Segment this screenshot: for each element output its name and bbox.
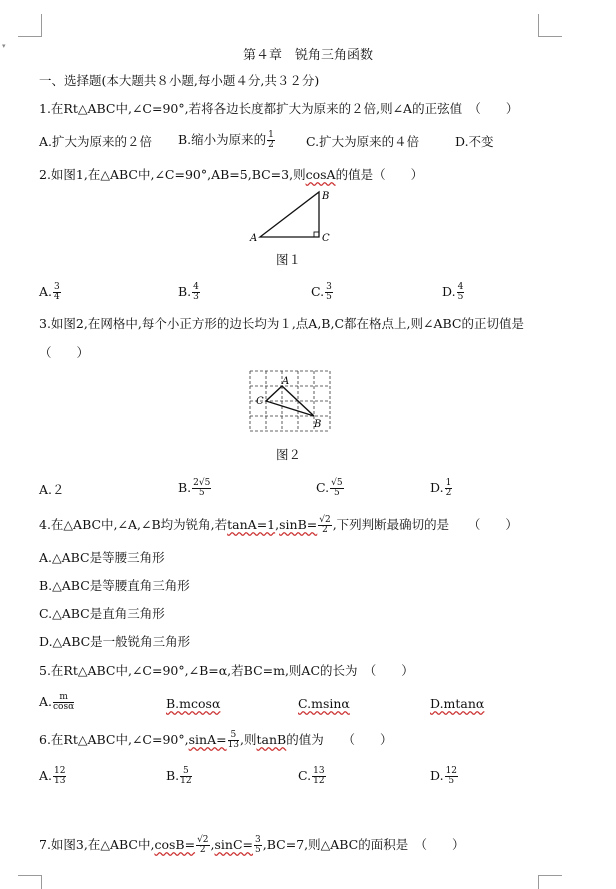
q3-stem-line1: 3.如图2,在网格中,每个小正方形的边长均为１,点A,B,C都在格点上,则∠ABC的正切值是	[39, 316, 524, 331]
q3-option-a: A.２	[39, 482, 65, 497]
q6-sin-term: sinA=	[188, 732, 227, 747]
q6-option-c: C. $\frac{13}{12}$	[298, 766, 325, 786]
crop-mark-br-h	[538, 875, 562, 876]
fig2-label-c: C	[256, 396, 264, 407]
q1-option-b	[178, 131, 276, 150]
q2-option-d: D. $\frac{4}{5}$	[442, 282, 464, 302]
figure-1-triangle	[248, 188, 333, 244]
q3-stem-line2: （ ）	[39, 345, 90, 360]
triangle-abc-shape	[260, 192, 319, 237]
q7-stem: 7.如图3,在△ABC中,cosB= $\frac{√2}{2}$ ,sinC= $\frac{3}{5}$ ,BC=7,则△ABC的面积是 （ ）	[39, 835, 465, 855]
q6-tan-term: tanB	[256, 732, 287, 747]
q2-cos-term: cosA	[305, 167, 336, 182]
crop-mark-tl-v	[41, 14, 42, 37]
q4-option-c: C.△ABC是直角三角形	[39, 606, 165, 621]
q6-stem: 6.在Rt△ABC中,∠C=90°,sinA= $\frac{5}{13}$ ,则tanB的值为 （ ）	[39, 730, 393, 750]
figure-2-grid	[248, 369, 334, 436]
q3-option-b: B. $\frac{2√5}{5}$	[178, 478, 211, 498]
q3-option-d: D. $\frac{1}{2}$	[430, 478, 452, 498]
margin-arrow-icon: ▾	[2, 42, 6, 50]
q4-stem: 4.在△ABC中,∠A,∠B均为锐角,若tanA=1,sinB= $\frac{√2}{2}$ ,下列判断最确切的是 （ ）	[39, 515, 518, 535]
q2-stem: 2.如图1,在△ABC中,∠C=90°,AB=5,BC=3,则cosA的值是（ ）	[39, 167, 424, 182]
fig2-label-b: B	[314, 419, 322, 430]
crop-mark-bl-v	[41, 875, 42, 889]
crop-mark-tl-h	[18, 36, 42, 37]
q5-option-d: D.mtanα	[430, 696, 485, 711]
fig1-label-b: B	[322, 191, 330, 202]
crop-mark-tr-h	[538, 36, 562, 37]
section-heading: 一、选择题(本大题共８小题,每小题４分,共３２分)	[39, 73, 320, 88]
q1-option-b-text: B.缩小为原来的	[178, 132, 267, 147]
q5-option-a: A. $\frac{m}{\cos\alpha}$	[39, 692, 75, 712]
q5-option-c: C.msinα	[298, 696, 350, 711]
fig1-label-a: A	[250, 233, 258, 244]
q1-option-b-fraction: $\frac{1}{2}$	[268, 130, 274, 150]
q5-stem: 5.在Rt△ABC中,∠C=90°,∠B=α,若BC=m,则AC的长为 （ ）	[39, 663, 414, 678]
q4-option-d: D.△ABC是一般锐角三角形	[39, 634, 191, 649]
figure-1-caption: 图１	[276, 252, 302, 267]
page-title: 第４章 锐角三角函数	[242, 48, 373, 63]
fig1-label-c: C	[322, 233, 330, 244]
q5-option-b: B.mcosα	[166, 696, 221, 711]
q1-option-d: D.不变	[455, 134, 494, 149]
q2-option-b: B. $\frac{4}{3}$	[178, 282, 199, 302]
right-angle-marker	[314, 232, 319, 237]
figure-2-caption: 图２	[276, 447, 302, 462]
q2-option-c: C. $\frac{3}{5}$	[311, 282, 332, 302]
crop-mark-br-v	[538, 875, 539, 889]
q6-option-d: D. $\frac{12}{5}$	[430, 766, 458, 786]
q1-option-a: A.扩大为原来的２倍	[39, 134, 153, 149]
q7-cos-term: cosB=	[154, 837, 196, 852]
q1-option-c: C.扩大为原来的４倍	[306, 134, 420, 149]
q2-option-a: A. $\frac{3}{4}$	[39, 282, 60, 302]
q4-sin-term: sinB=	[279, 517, 318, 532]
q3-option-c: C. $\frac{√5}{5}$	[316, 478, 343, 498]
q4-tan-term: tanA=1	[227, 517, 276, 532]
crop-mark-bl-h	[18, 875, 42, 876]
crop-mark-tr-v	[538, 14, 539, 37]
q4-option-a: A.△ABC是等腰三角形	[39, 550, 165, 565]
q6-option-b: B. $\frac{5}{12}$	[166, 766, 192, 786]
q1-stem: 1.在Rt△ABC中,∠C=90°,若将各边长度都扩大为原来的２倍,则∠A的正弦值 （ ）	[39, 101, 519, 116]
fig2-label-a: A	[282, 376, 290, 387]
q7-sin-term: sinC=	[214, 837, 254, 852]
q4-option-b: B.△ABC是等腰直角三角形	[39, 578, 190, 593]
q6-option-a: A. $\frac{12}{13}$	[39, 766, 66, 786]
